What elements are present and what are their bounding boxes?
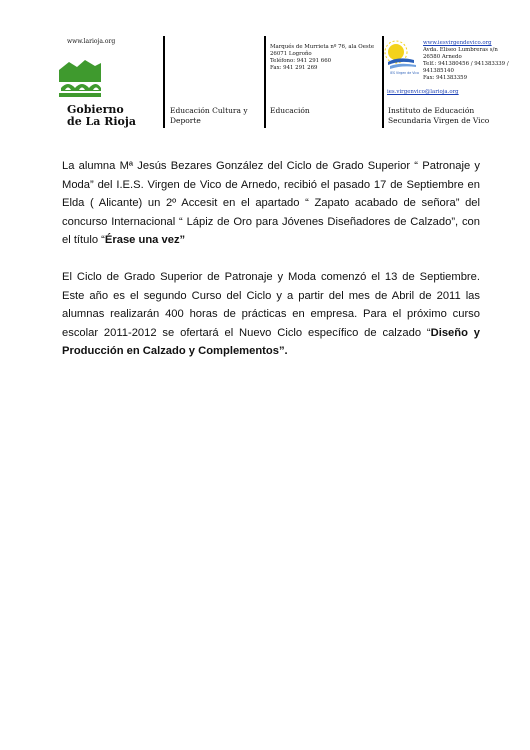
school-address-line: Avda. Eliseo Lumbreras s/n	[423, 47, 498, 53]
address-line: 26071 Logroño	[270, 51, 312, 57]
address-line: Teléfono: 941 291 660	[270, 58, 332, 64]
school-contact	[423, 40, 523, 82]
svg-text:IES Virgen de Vico: IES Virgen de Vico	[390, 71, 419, 75]
section-label: Educación	[270, 106, 310, 115]
paragraph-1	[62, 157, 480, 250]
la-rioja-government-logo	[57, 50, 103, 100]
government-website[interactable]: www.larioja.org	[67, 38, 116, 45]
paragraph-2-end: .	[284, 345, 288, 358]
school-logo	[384, 38, 422, 76]
school-address-line: Telf.: 941380456 / 941383339 / 941385140	[423, 61, 509, 74]
header-divider-1	[163, 36, 165, 128]
government-title-line2: de La Rioja	[67, 115, 136, 128]
address-line: Fax: 941 291 269	[270, 65, 318, 71]
department-label: Educación Cultura y Deporte	[170, 106, 248, 125]
department-address	[270, 44, 378, 72]
paragraph-1-text: La alumna Mª Jesús Bezares González del Ciclo de Grado Superior “ Patronaje y Moda” del I.E.S. Virgen de Vico de Arnedo, recibió el pasado 17 de Septiembre en Elda ( Alicante) un 2º Accesit en el apartado “ Zapato acabado de señora” del concurso Internacional “ Lápiz de Oro para Jóvenes Diseñadores de Calzado”, con el título “	[62, 160, 480, 247]
paragraph-2-text: El Ciclo de Grado Superior de Patronaje y Moda comenzó el 13 de Septiembre. Este año es el segundo Curso del Ciclo y a partir del mes de Abril de 2011 las alumnas realizarán 400 horas de prácticas en empresa. Para el próximo curso escolar 2011-2012 se ofertará el Nuevo Ciclo específico de calzado “	[62, 271, 480, 339]
government-title-line1: Gobierno	[67, 103, 124, 116]
school-label-line1: Instituto de Educación	[388, 106, 475, 115]
paragraph-2-bold-course: Diseño y Producción en Calzado y Complementos”	[62, 326, 480, 358]
school-address-line: 26580 Arnedo	[423, 54, 462, 60]
address-line: Marqués de Murrieta nº 76, ala Oeste	[270, 44, 375, 50]
school-website-link[interactable]: www.iesvirgendevico.org	[423, 40, 492, 46]
header-divider-2	[264, 36, 266, 128]
school-label-line2: Secundaria Virgen de Vico	[388, 115, 490, 125]
paragraph-1-bold-title: Érase una vez”	[104, 234, 186, 247]
school-email-link[interactable]: ies.virgenvico@larioja.org	[387, 89, 459, 95]
paragraph-2	[62, 268, 480, 361]
school-label	[388, 106, 523, 125]
government-title	[67, 104, 136, 128]
school-address-line: Fax: 941383359	[423, 75, 468, 81]
